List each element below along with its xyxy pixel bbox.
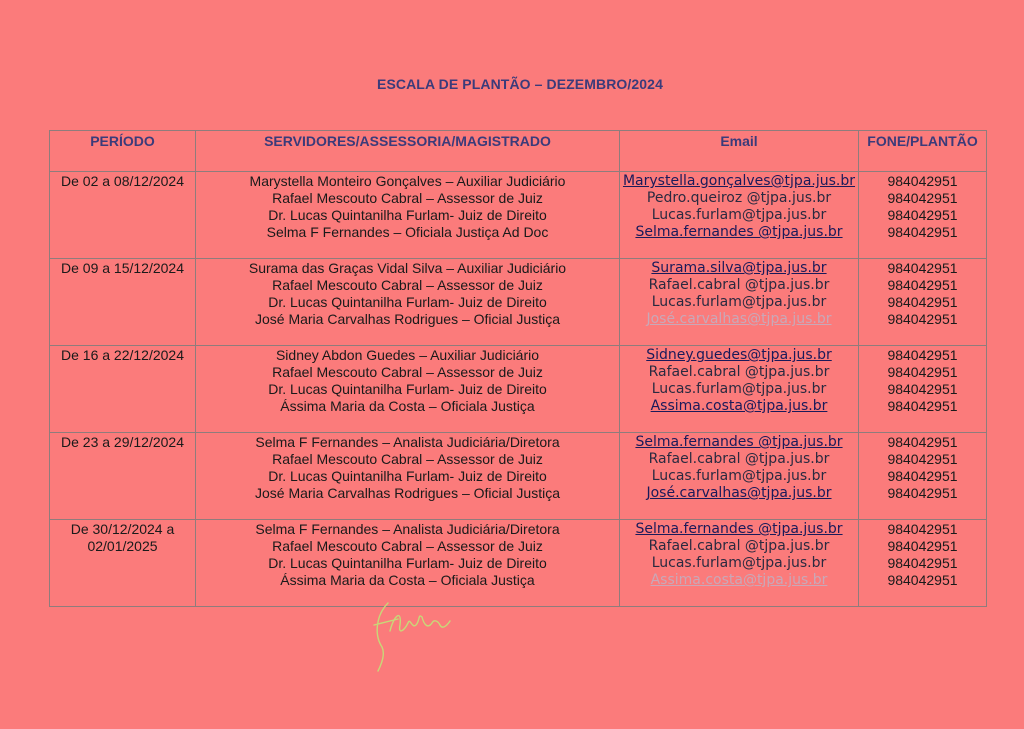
period-cell [50,346,196,433]
phone-number: 984042951 [887,173,958,189]
phone-number: 984042951 [887,190,958,206]
phone-number: 984042951 [887,224,958,240]
phone-number: 984042951 [887,260,958,276]
phone-cell [859,172,987,259]
staff-name: Rafael Mescouto Cabral – Assessor de Juiz [272,190,543,206]
email-link[interactable]: Lucas.furlam@tjpa.jus.br [651,207,827,223]
email-link[interactable]: José.carvalhas@tjpa.jus.br [646,311,832,327]
period-text: De 23 a 29/12/2024 [61,434,184,450]
email-link[interactable]: Selma.fernandes @tjpa.jus.br [635,224,843,240]
staff-name: José Maria Carvalhas Rodrigues – Oficial Justiça [254,311,560,327]
email-link[interactable]: Selma.fernandes @tjpa.jus.br [635,434,843,450]
staff-name: Selma F Fernandes – Analista Judiciária/Diretora [255,434,560,450]
staff-name: Dr. Lucas Quintanilha Furlam- Juiz de Direito [268,207,547,223]
staff-cell [196,520,620,607]
staff-name: Ássima Maria da Costa – Oficiala Justiça [280,572,535,588]
table-row [50,172,987,259]
staff-cell [196,259,620,346]
staff-name: Selma F Fernandes – Analista Judiciária/Diretora [255,521,560,537]
phone-number: 984042951 [887,434,958,450]
header-period: PERÍODO [50,131,196,172]
email-link[interactable]: Sidney.guedes@tjpa.jus.br [646,347,832,363]
staff-name: Marystella Monteiro Gonçalves – Auxiliar Judiciário [249,173,566,189]
phone-number: 984042951 [887,485,958,501]
phone-number: 984042951 [887,207,958,223]
period-cell [50,259,196,346]
schedule-table [49,130,987,607]
phone-number: 984042951 [887,277,958,293]
phone-number: 984042951 [887,451,958,467]
header-row [50,131,987,172]
period-cell [50,520,196,607]
period-text: De 16 a 22/12/2024 [61,347,184,363]
phone-cell [859,346,987,433]
header-email: Email [620,131,859,172]
period-text: De 02 a 08/12/2024 [61,173,184,189]
period-cell [50,172,196,259]
staff-name: Rafael Mescouto Cabral – Assessor de Juiz [272,277,543,293]
phone-cell [859,259,987,346]
email-link[interactable]: Rafael.cabral @tjpa.jus.br [648,451,830,467]
phone-number: 984042951 [887,468,958,484]
staff-name: José Maria Carvalhas Rodrigues – Oficial Justiça [254,485,560,501]
email-link[interactable]: Rafael.cabral @tjpa.jus.br [648,364,830,380]
email-cell [620,346,859,433]
staff-cell [196,346,620,433]
phone-number: 984042951 [887,311,958,327]
table-row [50,346,987,433]
staff-name: Dr. Lucas Quintanilha Furlam- Juiz de Direito [268,555,547,571]
email-link[interactable]: Lucas.furlam@tjpa.jus.br [651,468,827,484]
phone-number: 984042951 [887,381,958,397]
header-staff: SERVIDORES/ASSESSORIA/MAGISTRADO [196,131,620,172]
table-row [50,259,987,346]
email-link[interactable]: José.carvalhas@tjpa.jus.br [646,485,832,501]
phone-number: 984042951 [887,521,958,537]
email-cell [620,433,859,520]
email-link[interactable]: Lucas.furlam@tjpa.jus.br [651,555,827,571]
staff-name: Rafael Mescouto Cabral – Assessor de Juiz [272,364,543,380]
phone-number: 984042951 [887,398,958,414]
page-title: ESCALA DE PLANTÃO – DEZEMBRO/2024 [377,76,663,92]
period-text: De 09 a 15/12/2024 [61,260,184,276]
staff-name: Ássima Maria da Costa – Oficiala Justiça [280,398,535,414]
table-row [50,520,987,607]
email-link[interactable]: Marystella.gonçalves@tjpa.jus.br [622,173,856,189]
email-link[interactable]: Assima.costa@tjpa.jus.br [650,398,828,414]
email-link[interactable]: Lucas.furlam@tjpa.jus.br [651,381,827,397]
staff-name: Rafael Mescouto Cabral – Assessor de Juiz [272,451,543,467]
email-cell [620,520,859,607]
staff-name: Selma F Fernandes – Oficiala Justiça Ad Doc [266,224,549,240]
staff-name: Sidney Abdon Guedes – Auxiliar Judiciário [275,347,540,363]
email-link[interactable]: Pedro.queiroz @tjpa.jus.br [646,190,832,206]
staff-name: Surama das Graças Vidal Silva – Auxiliar Judiciário [248,260,567,276]
staff-name: Dr. Lucas Quintanilha Furlam- Juiz de Direito [268,381,547,397]
table-row [50,433,987,520]
staff-name: Dr. Lucas Quintanilha Furlam- Juiz de Direito [268,294,547,310]
phone-number: 984042951 [887,555,958,571]
phone-number: 984042951 [887,364,958,380]
phone-number: 984042951 [887,347,958,363]
staff-name: Rafael Mescouto Cabral – Assessor de Juiz [272,538,543,554]
phone-number: 984042951 [887,294,958,310]
email-link[interactable]: Rafael.cabral @tjpa.jus.br [648,277,830,293]
email-cell [620,172,859,259]
staff-cell [196,433,620,520]
phone-cell [859,433,987,520]
staff-name: Dr. Lucas Quintanilha Furlam- Juiz de Direito [268,468,547,484]
email-cell [620,259,859,346]
email-link[interactable]: Selma.fernandes @tjpa.jus.br [635,521,843,537]
email-link[interactable]: Lucas.furlam@tjpa.jus.br [651,294,827,310]
email-link[interactable]: Surama.silva@tjpa.jus.br [651,260,827,276]
signature-image [368,595,458,675]
header-phone: FONE/PLANTÃO [859,131,987,172]
email-link[interactable]: Assima.costa@tjpa.jus.br [650,572,828,588]
phone-number: 984042951 [887,538,958,554]
period-text: 02/01/2025 [87,538,158,554]
staff-cell [196,172,620,259]
period-text: De 30/12/2024 a [70,521,175,537]
phone-cell [859,520,987,607]
period-cell [50,433,196,520]
phone-number: 984042951 [887,572,958,588]
email-link[interactable]: Rafael.cabral @tjpa.jus.br [648,538,830,554]
